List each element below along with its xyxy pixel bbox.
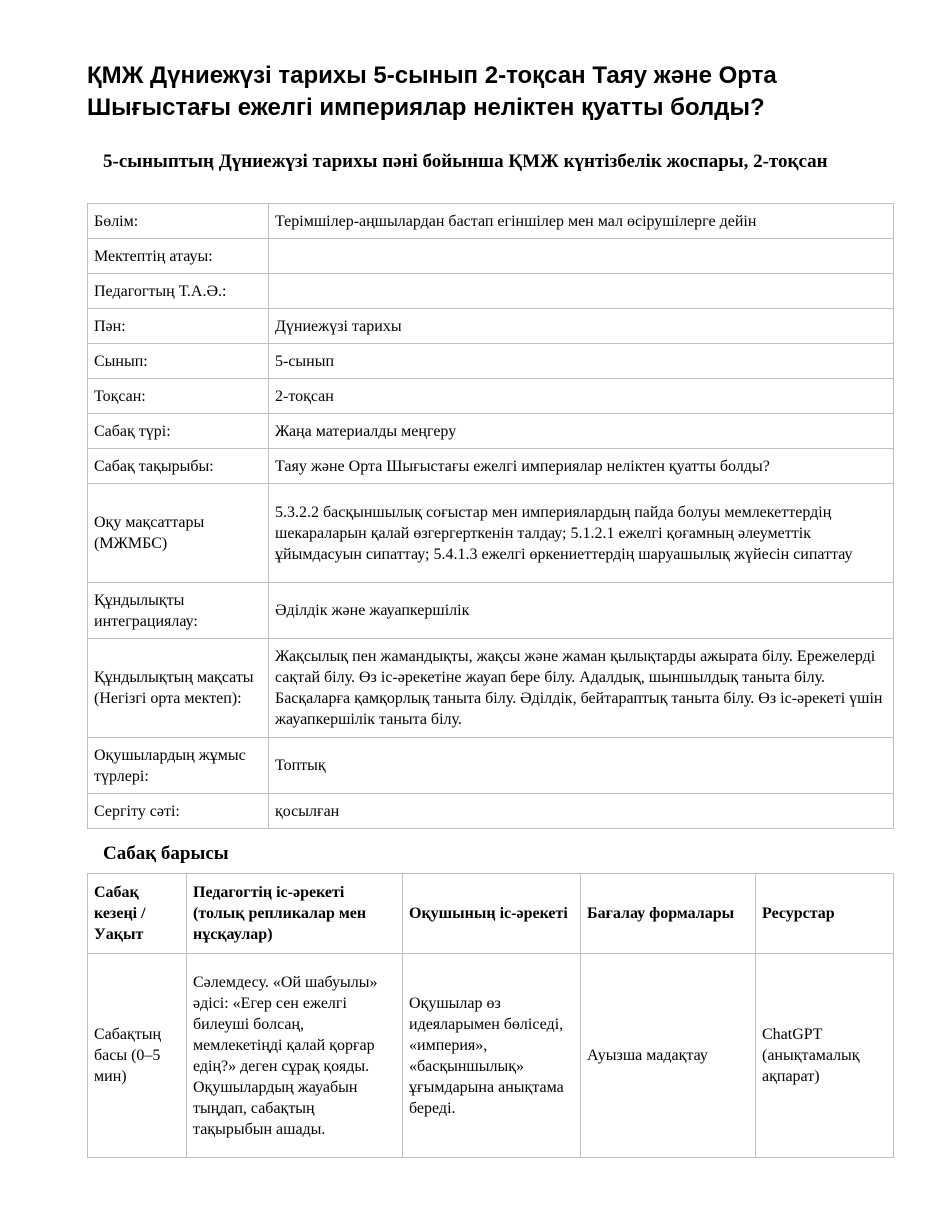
table-row [88, 954, 894, 1158]
column-header: Бағалау формалары [581, 874, 756, 954]
info-value: Дүниежүзі тарихы [269, 309, 894, 344]
info-label: Педагогтың Т.А.Ә.: [88, 274, 269, 309]
table-row [88, 414, 894, 449]
table-cell: Ауызша мадақтау [581, 954, 756, 1158]
table-header-row [88, 874, 894, 954]
info-value: Терімшілер-аңшылардан бастап егіншілер мен мал өсірушілерге дейін [269, 204, 894, 239]
info-value: 5-сынып [269, 344, 894, 379]
table-row [88, 794, 894, 829]
column-header: Оқушының іс-әрекеті [403, 874, 581, 954]
lesson-flow-table [87, 873, 894, 1158]
table-cell: Оқушылар өз идеяларымен бөліседі, «империя», «басқыншылық» ұғымдарына анықтама береді. [403, 954, 581, 1158]
info-value: қосылған [269, 794, 894, 829]
info-label: Мектептің атауы: [88, 239, 269, 274]
table-row [88, 484, 894, 583]
table-row [88, 309, 894, 344]
info-label: Сергіту сәті: [88, 794, 269, 829]
info-label: Пән: [88, 309, 269, 344]
lesson-info-table [87, 203, 894, 829]
info-value: 5.3.2.2 басқыншылық соғыстар мен империялардың пайда болуы мемлекеттердің шекараларын қалай өзгергерткенін талдау; 5.1.2.1 ежелгі қоғамның әлеуметтік ұйымдасуын сипаттау; 5.4.1.3 ежелгі өркениеттердің шаруашылық жүйесін сипаттау [269, 484, 894, 583]
table-row [88, 583, 894, 639]
info-value [269, 239, 894, 274]
table-row [88, 239, 894, 274]
info-label: Құндылықтың мақсаты (Негізгі орта мектеп): [88, 639, 269, 738]
info-label: Бөлім: [88, 204, 269, 239]
table-cell: Сабақтың басы (0–5 мин) [88, 954, 187, 1158]
table-row [88, 379, 894, 414]
info-label: Құндылықты интеграциялау: [88, 583, 269, 639]
table-row [88, 344, 894, 379]
table-row [88, 204, 894, 239]
column-header: Сабақ кезеңі / Уақыт [88, 874, 187, 954]
document-title: ҚМЖ Дүниежүзі тарихы 5-сынып 2-тоқсан Таяу және Орта Шығыстағы ежелгі империялар неліктен қуатты болды? [87, 62, 777, 121]
info-value [269, 274, 894, 309]
info-value: Жаңа материалды меңгеру [269, 414, 894, 449]
lesson-flow-heading: Сабақ барысы [103, 843, 229, 864]
info-label: Оқушылардың жұмыс түрлері: [88, 738, 269, 794]
info-value: Әділдік және жауапкершілік [269, 583, 894, 639]
plan-subtitle: 5-сыныптың Дүниежүзі тарихы пәні бойынша ҚМЖ күнтізбелік жоспары, 2-тоқсан [103, 151, 828, 172]
column-header: Педагогтің іс-әрекеті (толық репликалар мен нұсқаулар) [187, 874, 403, 954]
table-row [88, 639, 894, 738]
table-row [88, 274, 894, 309]
info-value: 2-тоқсан [269, 379, 894, 414]
table-cell: ChatGPT (анықтамалық ақпарат) [756, 954, 894, 1158]
info-label: Сынып: [88, 344, 269, 379]
table-row [88, 449, 894, 484]
info-value: Топтық [269, 738, 894, 794]
info-label: Сабақ түрі: [88, 414, 269, 449]
table-row [88, 738, 894, 794]
table-cell: Сәлемдесу. «Ой шабуылы» әдісі: «Егер сен ежелгі билеуші болсаң, мемлекетіңді қалай қорғар едің?» деген сұрақ қояды. Оқушылардың жауабын тыңдап, сабақтың тақырыбын ашады. [187, 954, 403, 1158]
info-label: Сабақ тақырыбы: [88, 449, 269, 484]
info-value: Жақсылық пен жамандықты, жақсы және жаман қылықтарды ажырата білу. Ережелерді сақтай білу. Өз іс-әрекетіне жауап бере білу. Адалдық, шыншылдық таныта білу. Басқаларға қамқорлық таныта білу. Әділдік, бейтараптық таныта білу. Өз іс-әрекеті үшін жауапкершілік таныта білу. [269, 639, 894, 738]
column-header: Ресурстар [756, 874, 894, 954]
info-value: Таяу және Орта Шығыстағы ежелгі империялар неліктен қуатты болды? [269, 449, 894, 484]
info-label: Оқу мақсаттары (МЖМБС) [88, 484, 269, 583]
info-label: Тоқсан: [88, 379, 269, 414]
